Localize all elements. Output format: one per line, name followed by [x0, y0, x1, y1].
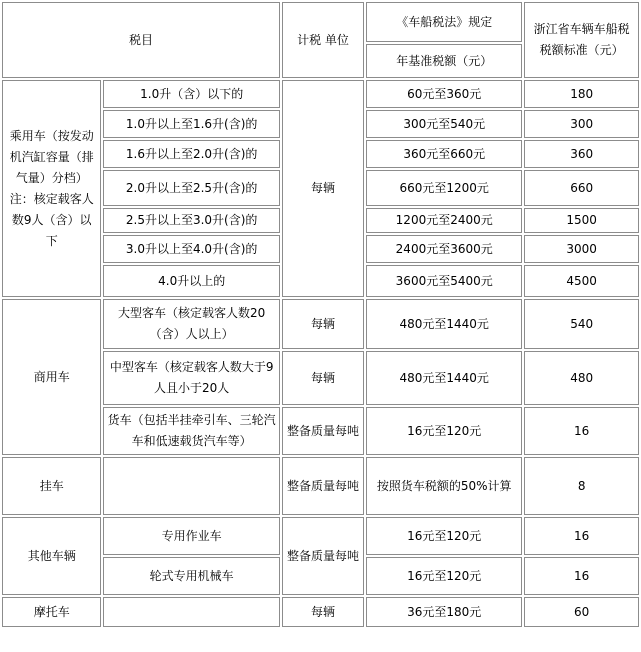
base-tax-cell: 660元至1200元 — [366, 170, 522, 206]
base-tax-cell: 60元至360元 — [366, 80, 522, 108]
category-passenger: 乘用车（按发动机汽缸容量（排气量）分档）注：核定载客人数9人（含）以下 — [2, 80, 101, 297]
zhejiang-tax-cell: 1500 — [524, 208, 639, 233]
base-tax-cell: 16元至120元 — [366, 557, 522, 595]
item-cell: 货车（包括半挂牵引车、三轮汽车和低速载货汽车等） — [103, 407, 280, 455]
category-commercial: 商用车 — [2, 299, 101, 455]
header-law-line1: 《车船税法》规定 — [366, 2, 522, 42]
item-cell: 4.0升以上的 — [103, 265, 280, 297]
category-other: 其他车辆 — [2, 517, 101, 595]
zhejiang-tax-cell: 660 — [524, 170, 639, 206]
unit-cell: 每辆 — [282, 351, 364, 405]
zhejiang-tax-cell: 16 — [524, 557, 639, 595]
item-cell: 中型客车（核定载客人数大于9人且小于20人 — [103, 351, 280, 405]
zhejiang-tax-cell: 480 — [524, 351, 639, 405]
base-tax-cell: 2400元至3600元 — [366, 235, 522, 263]
header-tax-item: 税目 — [2, 2, 280, 78]
item-cell — [103, 597, 280, 627]
header-unit: 计税 单位 — [282, 2, 364, 78]
base-tax-cell: 3600元至5400元 — [366, 265, 522, 297]
unit-cell: 每辆 — [282, 299, 364, 349]
base-tax-cell: 按照货车税额的50%计算 — [366, 457, 522, 515]
base-tax-cell: 16元至120元 — [366, 517, 522, 555]
unit-cell: 整备质量每吨 — [282, 457, 364, 515]
category-motorcycle: 摩托车 — [2, 597, 101, 627]
base-tax-cell: 480元至1440元 — [366, 299, 522, 349]
table-row — [2, 597, 639, 627]
zhejiang-tax-cell: 180 — [524, 80, 639, 108]
table-row — [2, 299, 639, 349]
item-cell: 2.0升以上至2.5升(含)的 — [103, 170, 280, 206]
table-row — [2, 80, 639, 108]
item-cell: 大型客车（核定载客人数20（含）人以上） — [103, 299, 280, 349]
item-cell — [103, 457, 280, 515]
unit-cell: 整备质量每吨 — [282, 407, 364, 455]
table-row — [2, 517, 639, 555]
header-row-1 — [2, 2, 639, 42]
item-cell: 2.5升以上至3.0升(含)的 — [103, 208, 280, 233]
unit-other: 整备质量每吨 — [282, 517, 364, 595]
zhejiang-tax-cell: 540 — [524, 299, 639, 349]
zhejiang-tax-cell: 360 — [524, 140, 639, 168]
base-tax-cell: 36元至180元 — [366, 597, 522, 627]
item-cell: 轮式专用机械车 — [103, 557, 280, 595]
base-tax-cell: 480元至1440元 — [366, 351, 522, 405]
item-cell: 专用作业车 — [103, 517, 280, 555]
header-zhejiang-line1: 浙江省车辆车船税 — [533, 22, 630, 36]
base-tax-cell: 360元至660元 — [366, 140, 522, 168]
header-zhejiang — [524, 2, 639, 78]
item-cell: 1.6升以上至2.0升(含)的 — [103, 140, 280, 168]
base-tax-cell: 16元至120元 — [366, 407, 522, 455]
zhejiang-tax-cell: 16 — [524, 517, 639, 555]
zhejiang-tax-cell: 300 — [524, 110, 639, 138]
zhejiang-tax-cell: 8 — [524, 457, 639, 515]
zhejiang-tax-cell: 60 — [524, 597, 639, 627]
item-cell: 1.0升以上至1.6升(含)的 — [103, 110, 280, 138]
header-zhejiang-line2: 税额标准（元） — [539, 43, 624, 57]
zhejiang-tax-cell: 16 — [524, 407, 639, 455]
zhejiang-tax-cell: 4500 — [524, 265, 639, 297]
base-tax-cell: 300元至540元 — [366, 110, 522, 138]
table-row — [2, 457, 639, 515]
base-tax-cell: 1200元至2400元 — [366, 208, 522, 233]
unit-passenger: 每辆 — [282, 80, 364, 297]
category-trailer: 挂车 — [2, 457, 101, 515]
item-cell: 1.0升（含）以下的 — [103, 80, 280, 108]
item-cell: 3.0升以上至4.0升(含)的 — [103, 235, 280, 263]
unit-cell: 每辆 — [282, 597, 364, 627]
zhejiang-tax-cell: 3000 — [524, 235, 639, 263]
header-law-line2: 年基准税额（元） — [366, 44, 522, 78]
